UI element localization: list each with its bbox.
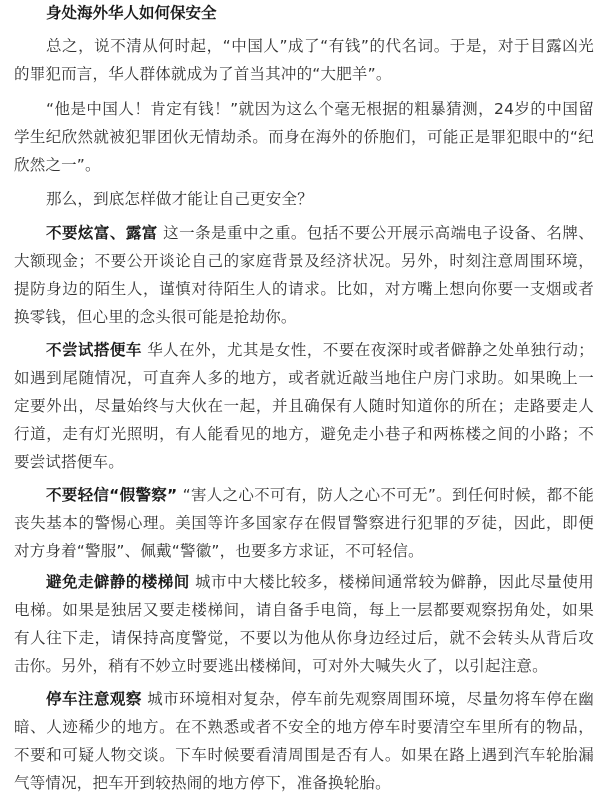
- paragraph-tip-no-flaunt: [14, 219, 594, 331]
- paragraph-text: “害人之心不可有，防人之心不可无”。到任何时候，都不能丧失基本的警惕心理。美国等许多国家存在假冒警察进行犯罪的歹徒，因此，即便对方身着“警服”、佩戴“警徽”，也要多方求证，不可轻信。: [14, 486, 594, 560]
- paragraph-tip-fake-police: [14, 481, 594, 565]
- tip-heading: 不要炫富、露富: [46, 224, 158, 242]
- paragraph-tip-parking: [14, 685, 594, 797]
- paragraph-text: 总之，说不清从何时起，“中国人”成了“有钱”的代名词。于是，对于目露凶光的罪犯而言，华人群体就成为了首当其冲的“大肥羊”。: [14, 37, 594, 83]
- tip-heading: 不尝试搭便车: [46, 341, 142, 359]
- article-title: 身处海外华人如何保安全: [46, 4, 217, 22]
- paragraph-text: 城市环境相对复杂，停车前先观察周围环境，尽量勿将车停在幽暗、人迹稀少的地方。在不熟悉或者不安全的地方停车时要清空车里所有的物品，不要和可疑人物交谈。下车时候要看清周围是否有人。如果在路上遇到汽车轮胎漏气等情况，把车开到较热闹的地方停下，准备换轮胎。: [14, 690, 595, 792]
- paragraph-case: [14, 95, 594, 179]
- tip-heading: 避免走僻静的楼梯间: [46, 573, 190, 591]
- paragraph-tip-no-hitchhike: [14, 336, 594, 476]
- tip-heading: 不要轻信“假警察”: [46, 486, 178, 504]
- paragraph-text: 华人在外，尤其是女性，不要在夜深时或者僻静之处单独行动；如遇到尾随情况，可直奔人多的地方，或者就近敲当地住户房门求助。如果晚上一定要外出，尽量始终与大伙在一起，并且确保有人随时知道你的所在；走路要走人行道，走有灯光照明，有人能看见的地方，避免走小巷子和两栋楼之间的小路；不要尝试搭便车。: [14, 341, 595, 471]
- paragraph-intro: [14, 32, 594, 88]
- paragraph-text: 那么，到底怎样做才能让自己更安全？: [46, 190, 313, 208]
- paragraph-question: [14, 185, 594, 213]
- paragraph-text: 城市中大楼比较多，楼梯间通常较为僻静，因此尽量使用电梯。如果是独居又要走楼梯间，请自备手电筒，每上一层都要观察拐角处，如果有人往下走，请保持高度警觉，不要以为他从你身边经过后，就不会转头从背后攻击你。另外，稍有不妙立时要逃出楼梯间，可对外大喊失火了，以引起注意。: [14, 573, 594, 675]
- paragraph-tip-stairwell: [14, 568, 594, 680]
- paragraph-text: 这一条是重中之重。包括不要公开展示高端电子设备、名牌、大额现金；不要公开谈论自己的家庭背景及经济状况。另外，时刻注意周围环境，提防身边的陌生人，谨慎对待陌生人的请求。比如，对方嘴上想向你要一支烟或者换零钱，但心里的念头很可能是抢劫你。: [14, 224, 595, 326]
- tip-heading: 停车注意观察: [46, 690, 142, 708]
- paragraph-text: “他是中国人！肯定有钱！”就因为这么个毫无根据的粗暴猜测，24岁的中国留学生纪欣然就被犯罪团伙无情劫杀。而身在海外的侨胞们，可能正是罪犯眼中的“纪欣然之一”。: [14, 100, 594, 174]
